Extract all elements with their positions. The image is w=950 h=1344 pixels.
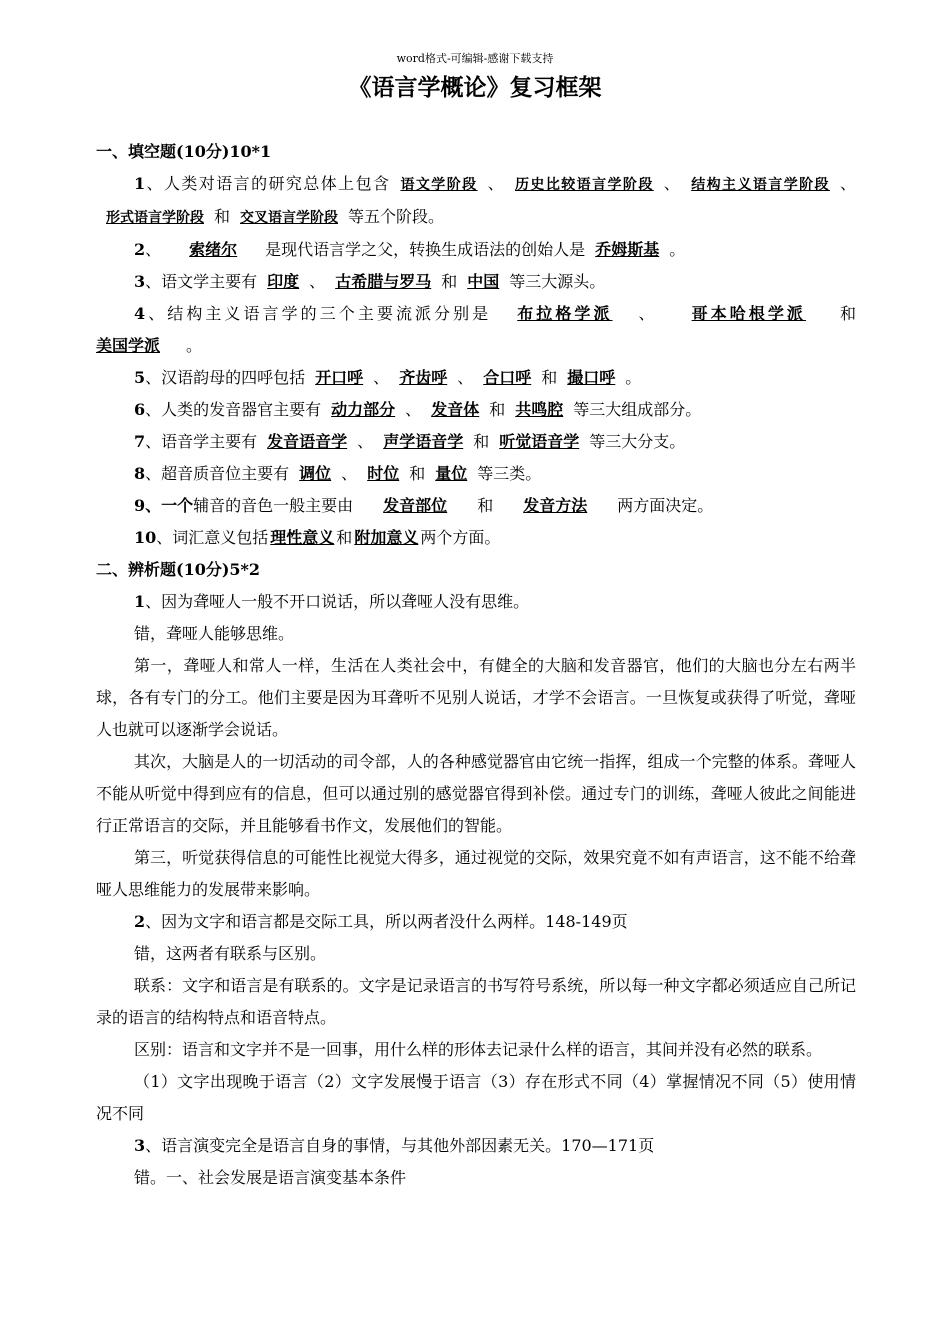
answer-blank: 发音体 [431, 400, 480, 419]
fill-question-10: 10、词汇意义包括 理性意义 和 附加意义 两个方面。 [134, 528, 501, 547]
answer-blank: 听觉语音学 [499, 432, 580, 451]
fill-question-1: 1、人类对语言的研究总体上包含 语文学阶段 、 历史比较语言学阶段 、 结构主义语言学阶段 、形式语言学阶段 和 交叉语言学阶段 等五个阶段。 [96, 168, 856, 234]
body-paragraph: 区别：语言和文字并不是一回事，用什么样的形体去记录什么样的语言，其间并没有必然的联系。 [134, 1040, 823, 1059]
answer-blank: 索绪尔 [189, 240, 238, 259]
answer-blank: 调位 [299, 464, 332, 483]
fill-question-9: 9、一个辅音的音色一般主要由 发音部位 和 发音方法 两方面决定。 [134, 496, 714, 515]
fill-question-4: 4、结构主义语言学的三个主要流派分别是 布拉格学派 、 哥本哈根学派 和美国学派 。 [96, 304, 856, 355]
analysis-answer-1: 错，聋哑人能够思维。 [134, 624, 295, 643]
body-paragraph: 第三，听觉获得信息的可能性比视觉大得多，通过视觉的交际，效果究竟不如有声语言，这不能不给聋哑人思维能力的发展带来影响。 [96, 848, 856, 899]
section-heading-analysis: 二、辨析题(10分)5*2 [96, 560, 261, 579]
answer-blank: 共鸣腔 [515, 400, 564, 419]
analysis-question-3: 3、语言演变完全是语言自身的事情，与其他外部因素无关。170—171页 [134, 1136, 655, 1155]
answer-blank: 形式语言学阶段 [106, 210, 204, 226]
analysis-question-2: 2、因为文字和语言都是交际工具，所以两者没什么两样。148-149页 [134, 912, 628, 931]
body-paragraph: （1）文字出现晚于语言（2）文字发展慢于语言（3）存在形式不同（4）掌握情况不同（5）使用情况不同 [96, 1072, 856, 1123]
answer-blank: 古希腊与罗马 [335, 272, 432, 291]
answer-blank: 撮口呼 [567, 368, 616, 387]
answer-blank: 附加意义 [354, 528, 419, 547]
document-title: 《语言学概论》复习框架 [348, 74, 602, 101]
fill-question-5: 5、汉语韵母的四呼包括 开口呼 、 齐齿呼 、 合口呼 和 撮口呼 。 [134, 368, 642, 387]
page-header: word格式-可编辑-感谢下载支持 [396, 52, 554, 65]
answer-blank: 结构主义语言学阶段 [691, 177, 830, 193]
answer-blank: 量位 [435, 464, 468, 483]
fill-question-2: 2、 索绪尔 是现代语言学之父，转换生成语法的创始人是 乔姆斯基 。 [134, 240, 686, 259]
answer-blank: 交叉语言学阶段 [240, 210, 339, 226]
fill-question-8: 8、超音质音位主要有 调位 、 时位 和 量位 等三类。 [134, 464, 542, 483]
fill-question-3: 3、语文学主要有 印度 、 古希腊与罗马 和 中国 等三大源头。 [134, 272, 606, 291]
answer-blank: 哥本哈根学派 [691, 304, 806, 323]
answer-blank: 印度 [267, 272, 300, 291]
answer-blank: 齐齿呼 [399, 368, 448, 387]
answer-blank: 动力部分 [331, 400, 396, 419]
answer-blank: 乔姆斯基 [595, 240, 660, 259]
answer-blank: 语文学阶段 [400, 177, 478, 193]
answer-blank: 中国 [467, 272, 500, 291]
body-paragraph: 联系：文字和语言是有联系的。文字是记录语言的书写符号系统，所以每一种文字都必须适应自己所记录的语言的结构特点和语音特点。 [96, 976, 856, 1027]
answer-blank: 理性意义 [270, 528, 335, 547]
answer-blank: 声学语音学 [383, 432, 464, 451]
body-paragraph: 其次，大脑是人的一切活动的司令部，人的各种感觉器官由它统一指挥，组成一个完整的体系。聋哑人不能从听觉中得到应有的信息，但可以通过别的感觉器官得到补偿。通过专门的训练，聋哑人彼此之间能进行正常语言的交际，并且能够看书作文，发展他们的智能。 [96, 752, 856, 835]
body-paragraph: 第一，聋哑人和常人一样，生活在人类社会中，有健全的大脑和发音器官，他们的大脑也分左右两半球，各有专门的分工。他们主要是因为耳聋听不见别人说话，才学不会语言。一旦恢复或获得了听觉，聋哑人也就可以逐渐学会说话。 [96, 656, 856, 739]
answer-blank: 发音语音学 [267, 432, 348, 451]
answer-blank: 发音方法 [523, 496, 588, 515]
analysis-question-1: 1、因为聋哑人一般不开口说话，所以聋哑人没有思维。 [134, 592, 530, 611]
fill-question-7: 7、语音学主要有 发音语音学 、 声学语音学 和 听觉语音学 等三大分支。 [134, 432, 686, 451]
answer-blank: 布拉格学派 [517, 304, 613, 323]
answer-blank: 发音部位 [383, 496, 448, 515]
answer-blank: 开口呼 [315, 368, 364, 387]
answer-blank: 时位 [367, 464, 400, 483]
answer-blank: 历史比较语言学阶段 [514, 177, 654, 193]
section-heading-fill: 一、填空题(10分)10*1 [96, 142, 272, 161]
analysis-answer-3: 错。一、社会发展是语言演变基本条件 [134, 1168, 407, 1187]
fill-in-section [96, 136, 856, 1194]
answer-blank: 美国学派 [96, 336, 161, 355]
analysis-answer-2: 错，这两者有联系与区别。 [134, 944, 327, 963]
answer-blank: 合口呼 [483, 368, 532, 387]
fill-question-6: 6、人类的发音器官主要有 动力部分 、 发音体 和 共鸣腔 等三大组成部分。 [134, 400, 702, 419]
